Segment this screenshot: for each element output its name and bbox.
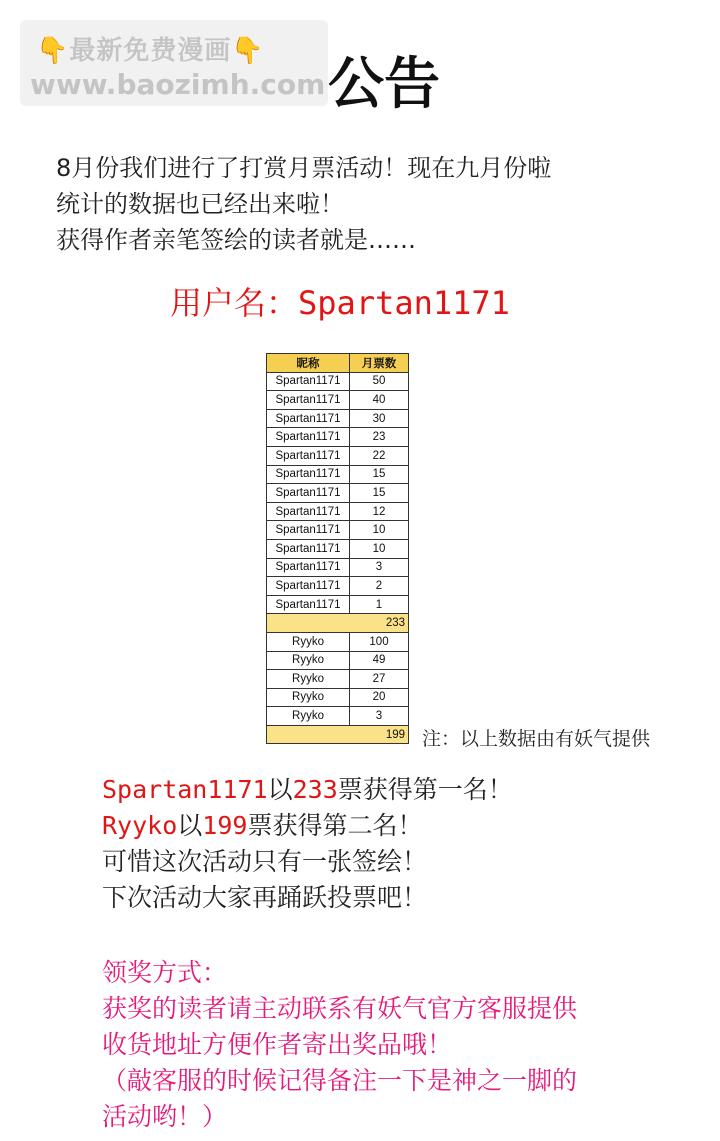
votes-cell: 100: [350, 632, 409, 651]
votes-cell: 40: [350, 391, 409, 410]
nickname-cell: Spartan1171: [267, 391, 350, 410]
table-row: [267, 465, 409, 484]
table-row: [267, 558, 409, 577]
table-row: [267, 632, 409, 651]
votes-cell: 3: [350, 558, 409, 577]
table-row: [267, 539, 409, 558]
pointing-down-icon: 👇: [36, 36, 70, 66]
results-line: 可惜这次活动只有一张签绘！: [102, 847, 428, 876]
nickname-cell: Ryyko: [267, 707, 350, 726]
table-row: [267, 372, 409, 391]
intro-text: [56, 150, 551, 258]
intro-line: 8月份我们进行了打赏月票活动！现在九月份啦: [56, 154, 552, 182]
second-votes: 199: [202, 811, 248, 840]
first-votes: 233: [292, 775, 338, 804]
table-row: [267, 391, 409, 410]
votes-cell: 12: [350, 502, 409, 521]
votes-cell: 50: [350, 372, 409, 391]
second-connector: 以: [177, 811, 203, 840]
nickname-cell: Spartan1171: [267, 558, 350, 577]
table-row: [267, 502, 409, 521]
claim-line: 收货地址方便作者寄出奖品哦！: [102, 1030, 453, 1059]
nickname-cell: Spartan1171: [267, 372, 350, 391]
table-row: [267, 651, 409, 670]
nickname-cell: Ryyko: [267, 651, 350, 670]
table-row: [267, 670, 409, 689]
nickname-cell: Spartan1171: [267, 465, 350, 484]
total-cell: 233: [267, 614, 409, 633]
total-row: [267, 614, 409, 633]
page-title: 公告: [328, 52, 440, 117]
watermark-url: www.baozimh.com: [30, 68, 326, 101]
vote-table: [266, 353, 409, 744]
nickname-cell: Spartan1171: [267, 409, 350, 428]
claim-line: （敲客服的时候记得备注一下是神之一脚的: [102, 1066, 578, 1095]
header-nickname: 昵称: [267, 354, 350, 373]
nickname-cell: Spartan1171: [267, 595, 350, 614]
username-value: Spartan1171: [298, 284, 510, 322]
votes-cell: 30: [350, 409, 409, 428]
watermark: [20, 20, 328, 106]
votes-cell: 2: [350, 577, 409, 596]
votes-cell: 15: [350, 465, 409, 484]
nickname-cell: Spartan1171: [267, 484, 350, 503]
claim-line: 活动哟！）: [102, 1102, 228, 1131]
votes-cell: 20: [350, 688, 409, 707]
votes-cell: 10: [350, 539, 409, 558]
first-connector: 以: [267, 775, 293, 804]
first-tail: 票获得第一名！: [337, 775, 513, 804]
username-label: 用户名：: [170, 284, 299, 322]
intro-line: 获得作者亲笔签绘的读者就是……: [56, 226, 416, 254]
nickname-cell: Ryyko: [267, 632, 350, 651]
data-source-note: 注：以上数据由有妖气提供: [422, 728, 651, 750]
votes-cell: 10: [350, 521, 409, 540]
results-line: 下次活动大家再踊跃投票吧！: [102, 883, 428, 912]
table-row: [267, 409, 409, 428]
first-name: Spartan1171: [102, 775, 268, 804]
table-row: [267, 688, 409, 707]
second-name: Ryyko: [102, 811, 178, 840]
watermark-line1: [36, 30, 265, 67]
table-row: [267, 595, 409, 614]
total-row: [267, 725, 409, 744]
votes-cell: 3: [350, 707, 409, 726]
pointing-down-icon: 👇: [231, 36, 265, 66]
table-row: [267, 428, 409, 447]
second-tail: 票获得第二名！: [247, 811, 423, 840]
second-place-line: [102, 808, 513, 844]
claim-line: 领奖方式：: [102, 958, 228, 987]
votes-cell: 27: [350, 670, 409, 689]
winner-username: [170, 278, 510, 324]
watermark-text: 最新免费漫画: [69, 36, 232, 66]
votes-cell: 23: [350, 428, 409, 447]
nickname-cell: Spartan1171: [267, 502, 350, 521]
intro-line: 统计的数据也已经出来啦！: [56, 190, 344, 218]
nickname-cell: Spartan1171: [267, 539, 350, 558]
results-text: [102, 772, 513, 916]
nickname-cell: Ryyko: [267, 670, 350, 689]
nickname-cell: Spartan1171: [267, 446, 350, 465]
votes-cell: 22: [350, 446, 409, 465]
votes-cell: 1: [350, 595, 409, 614]
table-row: [267, 484, 409, 503]
header-votes: 月票数: [350, 354, 409, 373]
table-row: [267, 707, 409, 726]
total-cell: 199: [267, 725, 409, 744]
nickname-cell: Ryyko: [267, 688, 350, 707]
vote-table-body: [267, 372, 409, 744]
table-row: [267, 577, 409, 596]
claim-line: 获奖的读者请主动联系有妖气官方客服提供: [102, 994, 578, 1023]
nickname-cell: Spartan1171: [267, 428, 350, 447]
claim-instructions: [102, 955, 577, 1135]
table-row: [267, 521, 409, 540]
table-row: [267, 446, 409, 465]
nickname-cell: Spartan1171: [267, 577, 350, 596]
nickname-cell: Spartan1171: [267, 521, 350, 540]
first-place-line: [102, 772, 513, 808]
table-header-row: [267, 354, 409, 373]
votes-cell: 15: [350, 484, 409, 503]
votes-cell: 49: [350, 651, 409, 670]
